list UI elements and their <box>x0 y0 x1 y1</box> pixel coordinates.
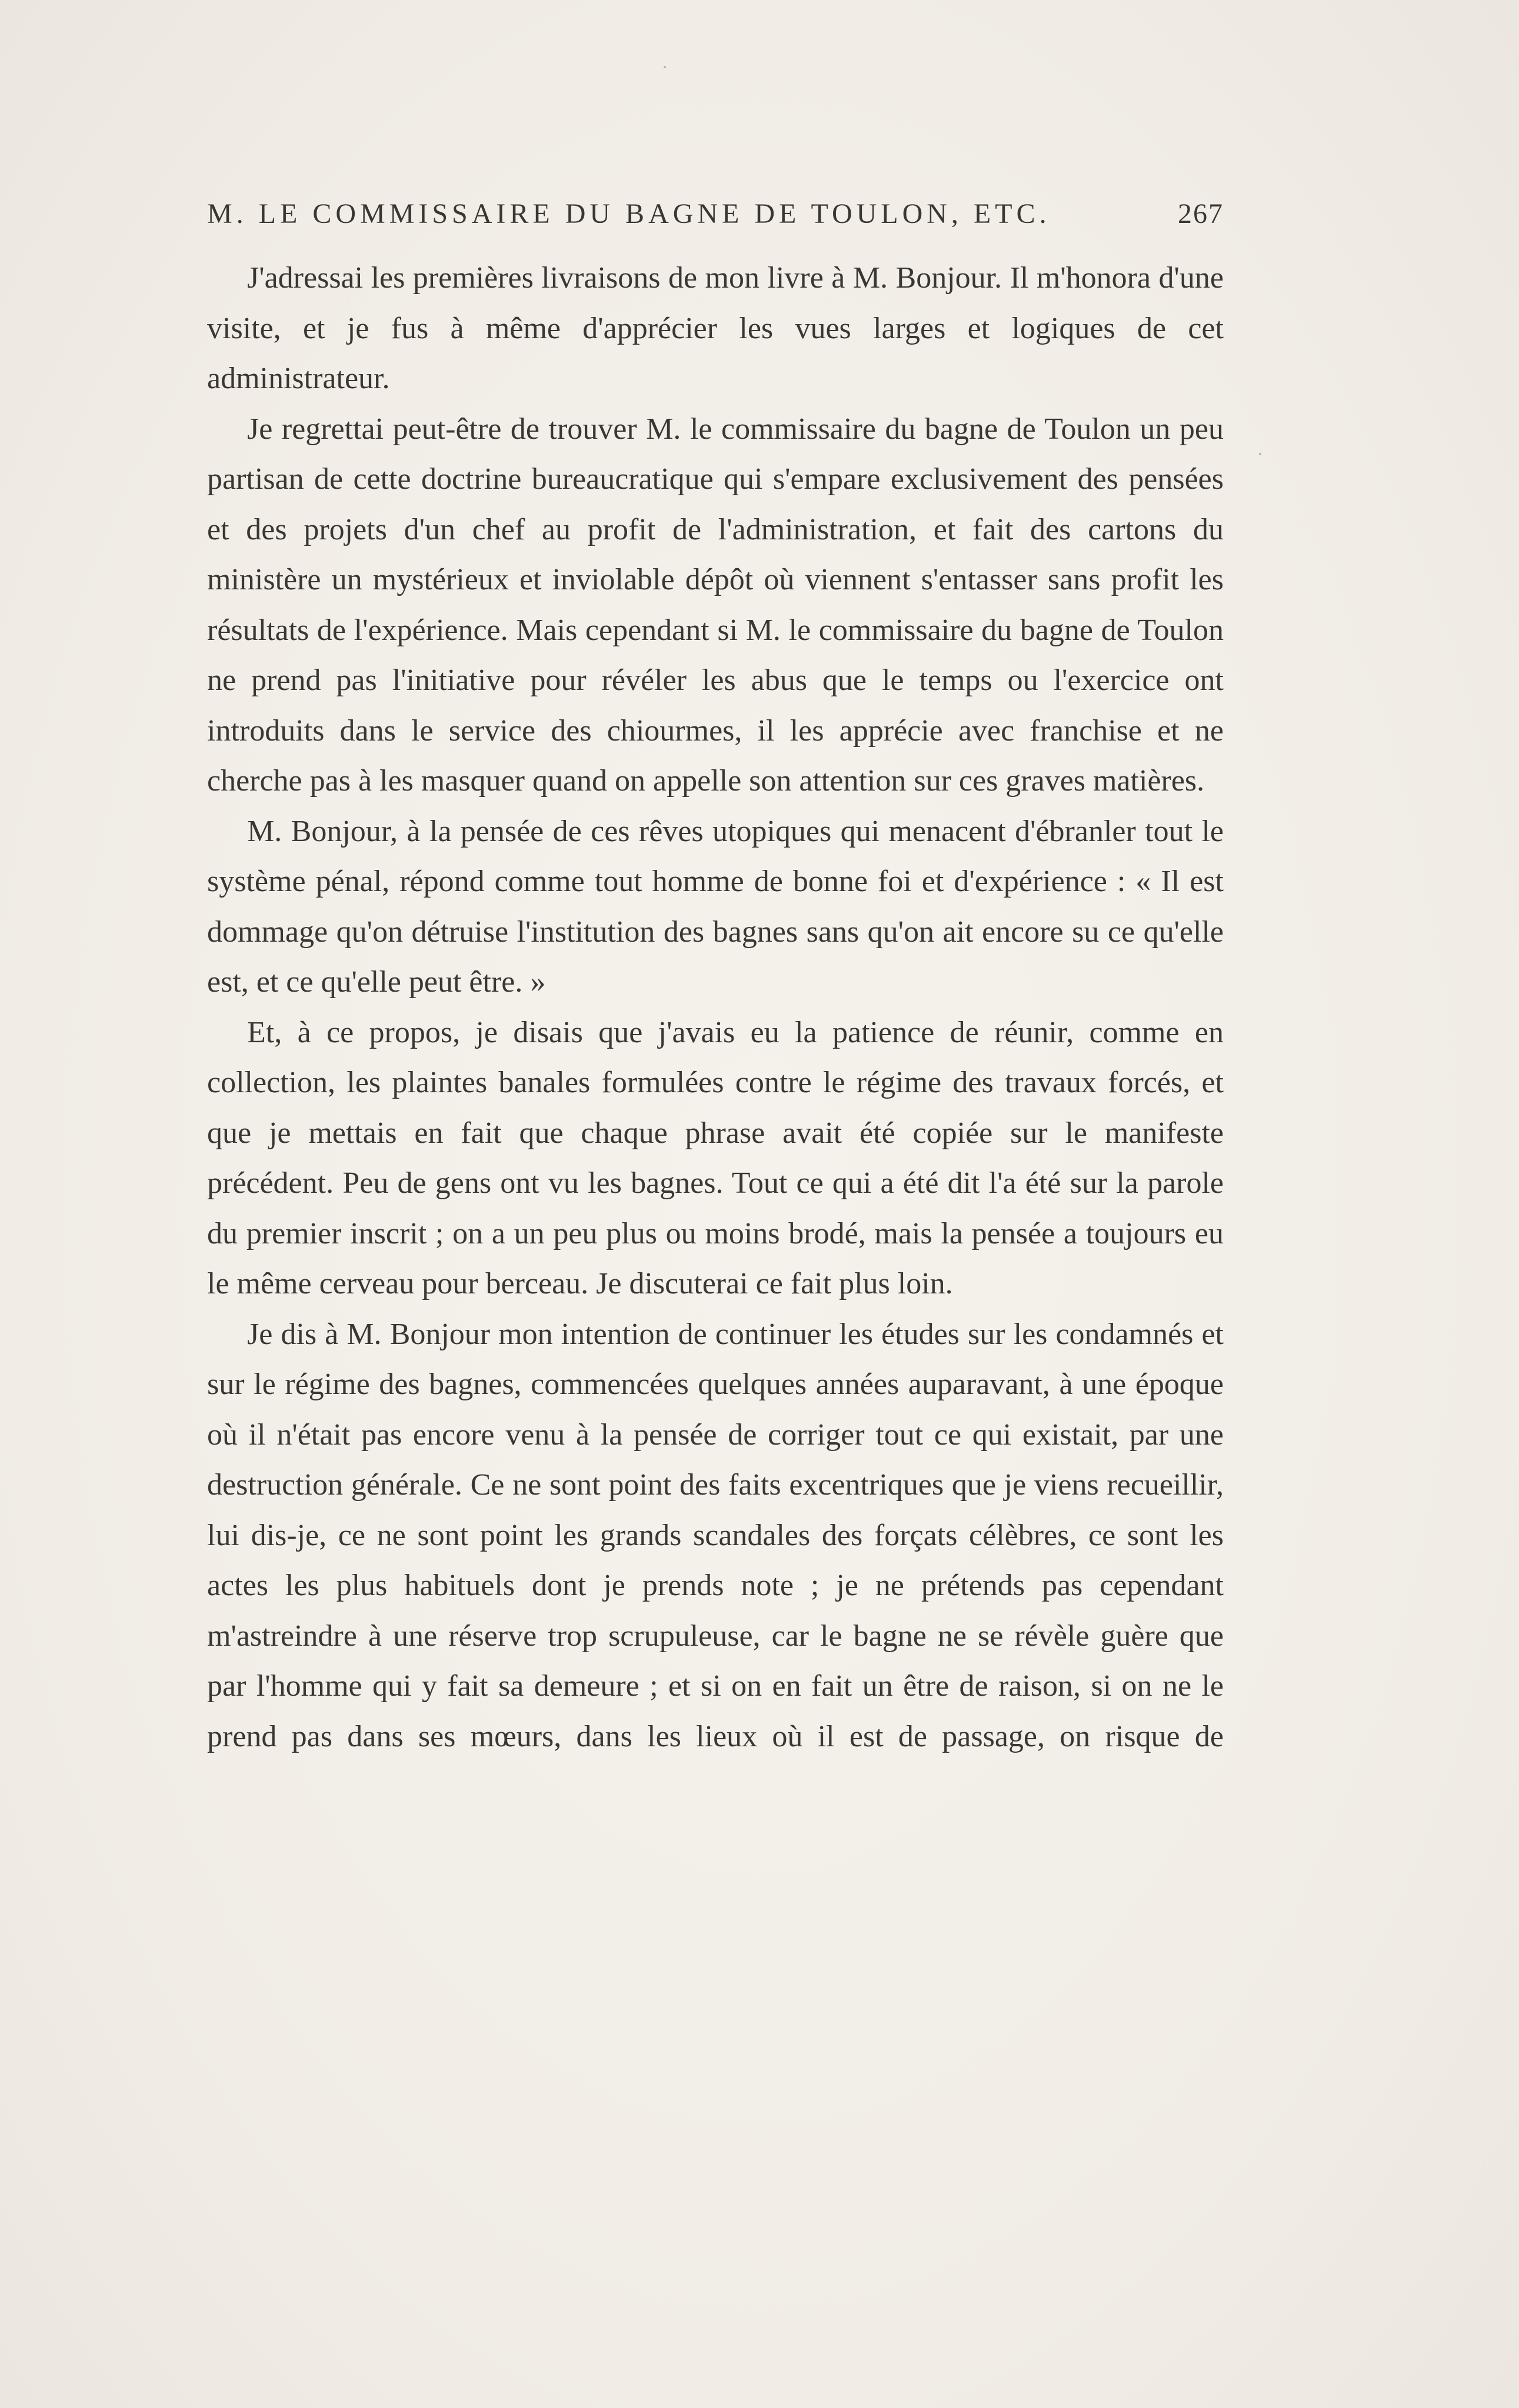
paper-speck <box>664 66 666 68</box>
paragraph: Je dis à M. Bonjour mon intention de continuer les études sur les condamnés et sur le régime des bagnes, commencées quelques années auparavant, à une époque où il n'était pas encore venu à la pensée de corriger tout ce qui existait, par une destruction générale. Ce ne sont point des faits excentriques que je viens recueillir, lui dis-je, ce ne sont point les grands scandales des forçats célèbres, ce sont les actes les plus habituels dont je prends note ; je ne prétends pas cependant m'astreindre à une réserve trop scrupuleuse, car le bagne ne se révèle guère que par l'homme qui y fait sa demeure ; et si on en fait un être de raison, si on ne le prend pas dans ses mœurs, dans les lieux où il est de passage, on risque de <box>207 1317 1224 1753</box>
running-head <box>207 198 1224 245</box>
body-text <box>207 253 1224 1762</box>
paragraph: Et, à ce propos, je disais que j'avais eu la patience de réunir, comme en collection, les plaintes banales formulées contre le régime des travaux forcés, et que je mettais en fait que chaque phrase avait été copiée sur le manifeste précédent. Peu de gens ont vu les bagnes. Tout ce qui a été dit l'a été sur la parole du premier inscrit ; on a un peu plus ou moins brodé, mais la pensée a toujours eu le même cerveau pour berceau. Je discuterai ce fait plus loin. <box>207 1015 1224 1300</box>
paragraph: J'adressai les premières livraisons de mon livre à M. Bonjour. Il m'honora d'une visite, et je fus à même d'apprécier les vues larges et logiques de cet administrateur. <box>207 261 1224 395</box>
page-number: 267 <box>1178 198 1224 229</box>
running-head-title: M. LE COMMISSAIRE DU BAGNE DE TOULON, ETC. <box>207 198 1051 229</box>
paper-speck <box>1259 453 1261 455</box>
paragraph: M. Bonjour, à la pensée de ces rêves utopiques qui menacent d'ébranler tout le système pénal, répond comme tout homme de bonne foi et d'expérience : « Il est dommage qu'on détruise l'institution des bagnes sans qu'on ait encore su ce qu'elle est, et ce qu'elle peut être. » <box>207 814 1224 999</box>
paragraph: Je regrettai peut-être de trouver M. le commissaire du bagne de Toulon un peu partisan de cette doctrine bureaucratique qui s'empare exclusivement des pensées et des projets d'un chef au profit de l'administration, et fait des cartons du ministère un mystérieux et inviolable dépôt où viennent s'entasser sans profit les résultats de l'expérience. Mais cependant si M. le commissaire du bagne de Toulon ne prend pas l'initiative pour révéler les abus que le temps ou l'exercice ont introduits dans le service des chiourmes, il les apprécie avec franchise et ne cherche pas à les masquer quand on appelle son attention sur ces graves matières. <box>207 412 1224 798</box>
